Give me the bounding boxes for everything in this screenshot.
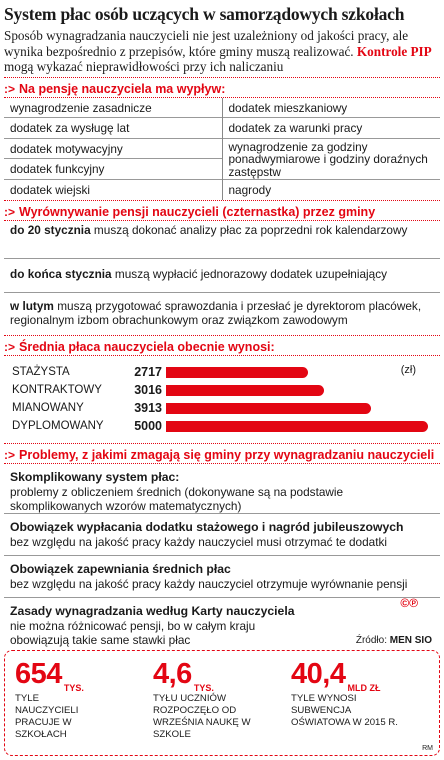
section2-heading: Wyrównywanie pensji nauczycieli (czternastka) przez gminy [19,205,376,219]
source-value: MEN SIO [389,635,432,646]
bar-value-label: 2717 [134,365,162,379]
lead-text-2: mogą wykazać nieprawidłowości przy ich naliczaniu [4,59,284,74]
bar-category-label: DYPLOMOWANY [12,420,104,432]
bar-row [4,400,440,416]
bar [166,385,324,396]
stat-unit: TYS. [193,683,214,693]
section4-heading: Problemy, z jakimi zmagają się gminy przy wynagradzaniu nauczycieli [19,448,435,462]
list-item [4,293,440,335]
list-item: nagrody [228,182,272,197]
components-right-column [223,98,441,201]
components-left-column [4,98,223,201]
problem-text: problemy z obliczeniem średnich (dokonywane są na podstawie skomplikowanych wzorów matematycznych) [10,485,344,513]
list-item [4,259,440,293]
stat-number: 4,6 $^{TYS.}$ [153,658,214,693]
list-item: dodatek za warunki pracy [223,118,441,139]
section-heading-equalization [4,205,440,220]
salary-components-table [4,98,440,202]
bar-value-label: 3913 [134,401,162,415]
section3-heading: Średnia płaca nauczyciela obecnie wynosi: [19,340,275,354]
problems-list [4,464,440,648]
problem-title: Zasady wynagradzania według Karty nauczyciela [10,604,295,618]
problem-title: Obowiązek wypłacania dodatku stażowego i nagród jubileuszowych [10,520,404,534]
copyright-mark: ©℗ [400,596,418,610]
list-item: dodatek motywacyjny [4,139,222,160]
key-figures-box [4,650,440,756]
lead-highlight: Kontrole PIP [356,43,432,59]
bullet-arrow-icon: :> [4,448,16,462]
stat-subsidy [291,659,429,747]
problem-item [4,464,440,514]
bullet-arrow-icon: :> [4,205,16,219]
bar-category-label: STAŻYSTA [12,366,70,378]
list-item: wynagrodzenie zasadnicze [4,98,222,119]
salary-bar-chart [4,356,440,444]
bar-category-label: KONTRAKTOWY [12,384,102,396]
bar-row [4,382,440,398]
bar [166,421,428,432]
stat-number: 40,4 $^{MLD ZŁ}$ [291,658,381,693]
stat-description: TYLE NAUCZYCIELI PRACUJE W SZKOŁACH [15,693,79,740]
deadline-label: do 20 stycznia [10,223,91,237]
source-label: Źródło: [355,635,387,646]
deadline-text: muszą przygotować sprawozdania i przesłać je dyrektorom placówek, regionalnym izbom obrachunkowym oraz związkom zawodowym [10,299,422,327]
problem-text: bez względu na jakość pracy każdy nauczyciel musi otrzymać te dodatki [10,535,388,549]
bar-row [4,418,440,434]
deadline-label: w lutym [10,299,54,313]
list-item: dodatek funkcyjny [4,159,222,180]
bar-category-label: MIANOWANY [12,402,84,414]
list-item: dodatek mieszkaniowy [223,98,441,119]
bar-value-label: 5000 [134,419,162,433]
bar [166,367,308,378]
section-heading-average-salary [4,340,440,355]
problem-item [4,556,440,598]
section1-heading: Na pensję nauczyciela ma wypływ: [19,81,226,96]
lead-text: Sposób wynagradzania nauczycieli nie jest uzależniony od jakości pracy, ale wynika bezpośrednio z przepisów, które gminy muszą realizować. [4,28,409,59]
section-heading-problems [4,448,440,463]
stat-students [153,659,291,747]
section-heading-salary-components [4,82,440,97]
bullet-arrow-icon: :> [4,340,16,354]
deadline-label: do końca stycznia [10,267,112,281]
bar-row [4,364,440,380]
equalization-list [4,221,440,336]
list-item: dodatek za wysługę lat [4,118,222,139]
problem-item [4,598,440,648]
list-item: wynagrodzenie za godziny ponadwymiarowe i godziny doraźnych zastępstw [223,139,441,180]
list-item: dodatek wiejski [10,182,90,197]
deadline-text: muszą dokonać analizy płac za poprzedni rok kalendarzowy [90,223,408,237]
stat-unit: MLD ZŁ [347,683,381,693]
problem-title: Skomplikowany system płac: [10,470,180,484]
bar-value-label: 3016 [134,383,162,397]
problem-title: Obowiązek zapewniania średnich płac [10,562,231,576]
author-credit: RM [422,745,433,752]
stat-teachers [15,659,153,747]
stat-number: 654 $^{TYS.}$ [15,658,84,693]
stat-description: TYŁU UCZNIÓW ROZPOCZĘŁO OD WRZEŚNIA NAUKĘ W SZKOLE [153,693,251,740]
stat-unit: TYS. [63,683,84,693]
list-item [4,221,440,259]
page-title: System płac osób uczących w samorządowych szkołach [4,4,405,24]
bullet-arrow-icon: :> [4,81,16,96]
lead-paragraph [4,28,440,78]
problem-item [4,514,440,556]
bar [166,403,371,414]
chart-unit: (zł) [400,364,416,376]
problem-text: nie można różnicować pensji, bo w całym kraju obowiązują takie same stawki płac [10,619,256,647]
source-credit [356,635,432,646]
problem-text: bez względu na jakość pracy każdy nauczyciel otrzymuje wyrównanie pensji [10,577,408,591]
stat-description: TYLE WYNOSI SUBWENCJA OŚWIATOWA W 2015 R. [291,693,398,728]
deadline-text: muszą wypłacić jednorazowy dodatek uzupełniający [111,267,388,281]
